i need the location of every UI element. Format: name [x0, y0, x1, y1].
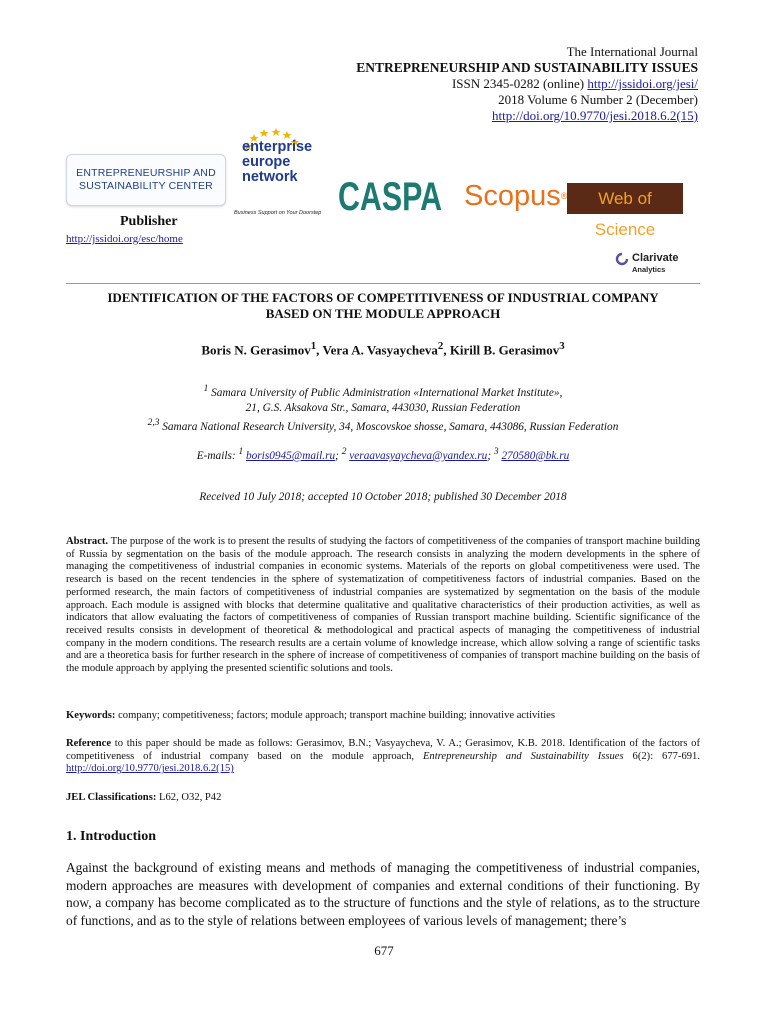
esc-logo-line2: SUSTAINABILITY CENTER: [79, 180, 213, 192]
reference-text: to this paper should be made as follows: Gerasimov, B.N.; Vasyaycheva, V. A.; Gerasimov, K.B. 2018. Identification of the factors of competitiveness of industrial company based on the module approach,: [66, 738, 700, 762]
author-2: Vera A. Vasyaycheva: [322, 342, 438, 358]
email-1-sup: 1: [238, 447, 244, 457]
reference-label: Reference: [66, 738, 112, 749]
email-1-link[interactable]: boris0945@mail.ru: [245, 449, 336, 462]
doi-link[interactable]: http://doi.org/10.9770/jesi.2018.6.2(15): [492, 108, 698, 123]
clarivate-logo: [616, 253, 678, 275]
email-2-link[interactable]: veraavasyaycheva@yandex.ru: [349, 449, 488, 462]
section-heading: 1. Introduction: [66, 829, 156, 844]
affiliations: [66, 382, 700, 435]
emails-label: E-mails:: [196, 449, 239, 462]
een-logo: [234, 128, 334, 218]
journal-header: [356, 44, 698, 124]
affiliation-1: Samara University of Public Administration «International Market Institute»,: [211, 386, 563, 399]
journal-title: ENTREPRENEURSHIP AND SUSTAINABILITY ISSUES: [356, 60, 698, 75]
clarivate-sub: Analytics: [632, 265, 666, 274]
een-line3: network: [242, 169, 298, 185]
abstract: [66, 536, 700, 676]
keywords-text: company; competitiveness; factors; module approach; transport machine building; innovative activities: [115, 710, 555, 721]
email-2-sup: 2: [341, 447, 347, 457]
keywords-label: Keywords:: [66, 710, 116, 721]
title-line2: BASED ON THE MODULE APPROACH: [265, 306, 501, 321]
abstract-label: Abstract.: [66, 536, 109, 547]
author-1: Boris N. Gerasimov: [201, 342, 311, 358]
author-2-sup: 2: [437, 340, 444, 352]
caspa-text: CASPA: [338, 175, 442, 219]
author-3-sup: 3: [559, 340, 565, 352]
abstract-text: The purpose of the work is to present the results of studying the factors of competitiveness of the companies of transport machine building of Russia by segmentation on the basis of the module approach. The research consists in analyzing the modern developments in the sphere of managing the competitiveness of industrial companies in economic systems. Materials of the reports on global competitiveness were used. The research is based on the recent tendencies in the sphere of systematization of competitiveness factors of industrial companies. Based on the performed research, the main factors of competitiveness of industrial companies are systematized by segmentation on the basis of the module approach. Each module is assigned with blocks that determine qualitative and qualitative characteristics of their production activities, as well as indicators that allow evaluating the factors of competitiveness of companies of Russian transport machine building. Scientific significance of the received results consists in development of theoretical & methodological and practical aspects of managing the competitiveness of industrial company in the modern conditions. The research results are a certain volume of knowledge increase, which allow solving a range of scientific tasks and are a theoretica basis for further research in the sphere of increase of competitiveness of companies of transport machine building on the basis of the module approach by applying the presented scientific solutions and tools.: [66, 536, 700, 675]
journal-label: The International Journal: [566, 44, 698, 59]
volume-line: 2018 Volume 6 Number 2 (December): [498, 92, 698, 107]
author-1-sup: 1: [310, 340, 317, 352]
clarivate-icon: [616, 253, 628, 265]
publisher-link[interactable]: http://jssidoi.org/esc/home: [66, 233, 183, 245]
reference: [66, 738, 700, 776]
received-dates: Received 10 July 2018; accepted 10 October 2018; published 30 December 2018: [199, 491, 567, 503]
clarivate-name: Clarivate: [632, 252, 679, 264]
affil-2-sup: 2,3: [147, 417, 160, 428]
wos-logo: Web of Science: [567, 183, 683, 214]
caspa-logo: [338, 174, 442, 219]
jel-classifications: [66, 792, 700, 805]
esc-logo: [66, 154, 226, 206]
reference-pages: 6(2): 677-691.: [623, 750, 700, 762]
scopus-text: Scopus: [464, 180, 561, 212]
page-number: 677: [374, 943, 394, 958]
affiliation-2: Samara National Research University, 34, Moscovskoe shosse, Samara, 443086, Russian Federation: [162, 420, 619, 433]
keywords: [66, 710, 700, 723]
author-3: Kirill B. Gerasimov: [449, 342, 560, 358]
affil-1-sup: 1: [203, 384, 209, 394]
issn-line: [356, 76, 698, 92]
reference-journal: Entrepreneurship and Sustainability Issues: [422, 750, 624, 762]
issn-text: ISSN 2345-0282 (online): [451, 76, 588, 91]
title-line1: IDENTIFICATION OF THE FACTORS OF COMPETITIVENESS OF INDUSTRIAL COMPANY: [107, 290, 659, 305]
een-tagline: Business Support on Your Doorstep: [234, 210, 322, 216]
publisher-label: Publisher: [120, 214, 178, 229]
scopus-mark: ®: [560, 191, 568, 201]
email-3-sup: 3: [493, 447, 499, 457]
jel-label: JEL Classifications:: [66, 792, 157, 803]
affiliation-1-address: 21, G.S. Aksakova Str., Samara, 443030, Russian Federation: [245, 401, 521, 414]
jel-text: L62, O32, P42: [156, 792, 222, 803]
article-title: [66, 290, 700, 322]
intro-paragraph: Against the background of existing means and methods of managing the competitiveness of industrial companies, modern approaches are measures with development of companies and external conditions of their functioning. By now, a company has become complicated as to the structure of functions and the style of relations, as to the structure of functions, and as to the style of relations between employees of various levels of management; there’s: [66, 860, 700, 928]
scopus-logo: [464, 178, 567, 214]
journal-link[interactable]: http://jssidoi.org/jesi/: [587, 76, 698, 91]
reference-doi-link[interactable]: http://doi.org/10.9770/jesi.2018.6.2(15): [66, 763, 234, 775]
esc-logo-line1: ENTREPRENEURSHIP AND: [76, 167, 216, 179]
een-line1: enterprise: [242, 139, 313, 155]
author-list: Boris N. Gerasimov$^1$, Vera A. Vasyaycheva$^2$, Kirill B. Gerasimov$^3$: [201, 340, 565, 358]
emails-line: E-mails: $^1$ boris0945@mail.ru; $^2$ veraavasyaycheva@yandex.ru; $^3$ 270580@bk.ru: [196, 447, 570, 462]
header-divider: [66, 283, 700, 284]
email-3-link[interactable]: 270580@bk.ru: [501, 449, 570, 462]
een-line2: europe: [242, 154, 291, 170]
